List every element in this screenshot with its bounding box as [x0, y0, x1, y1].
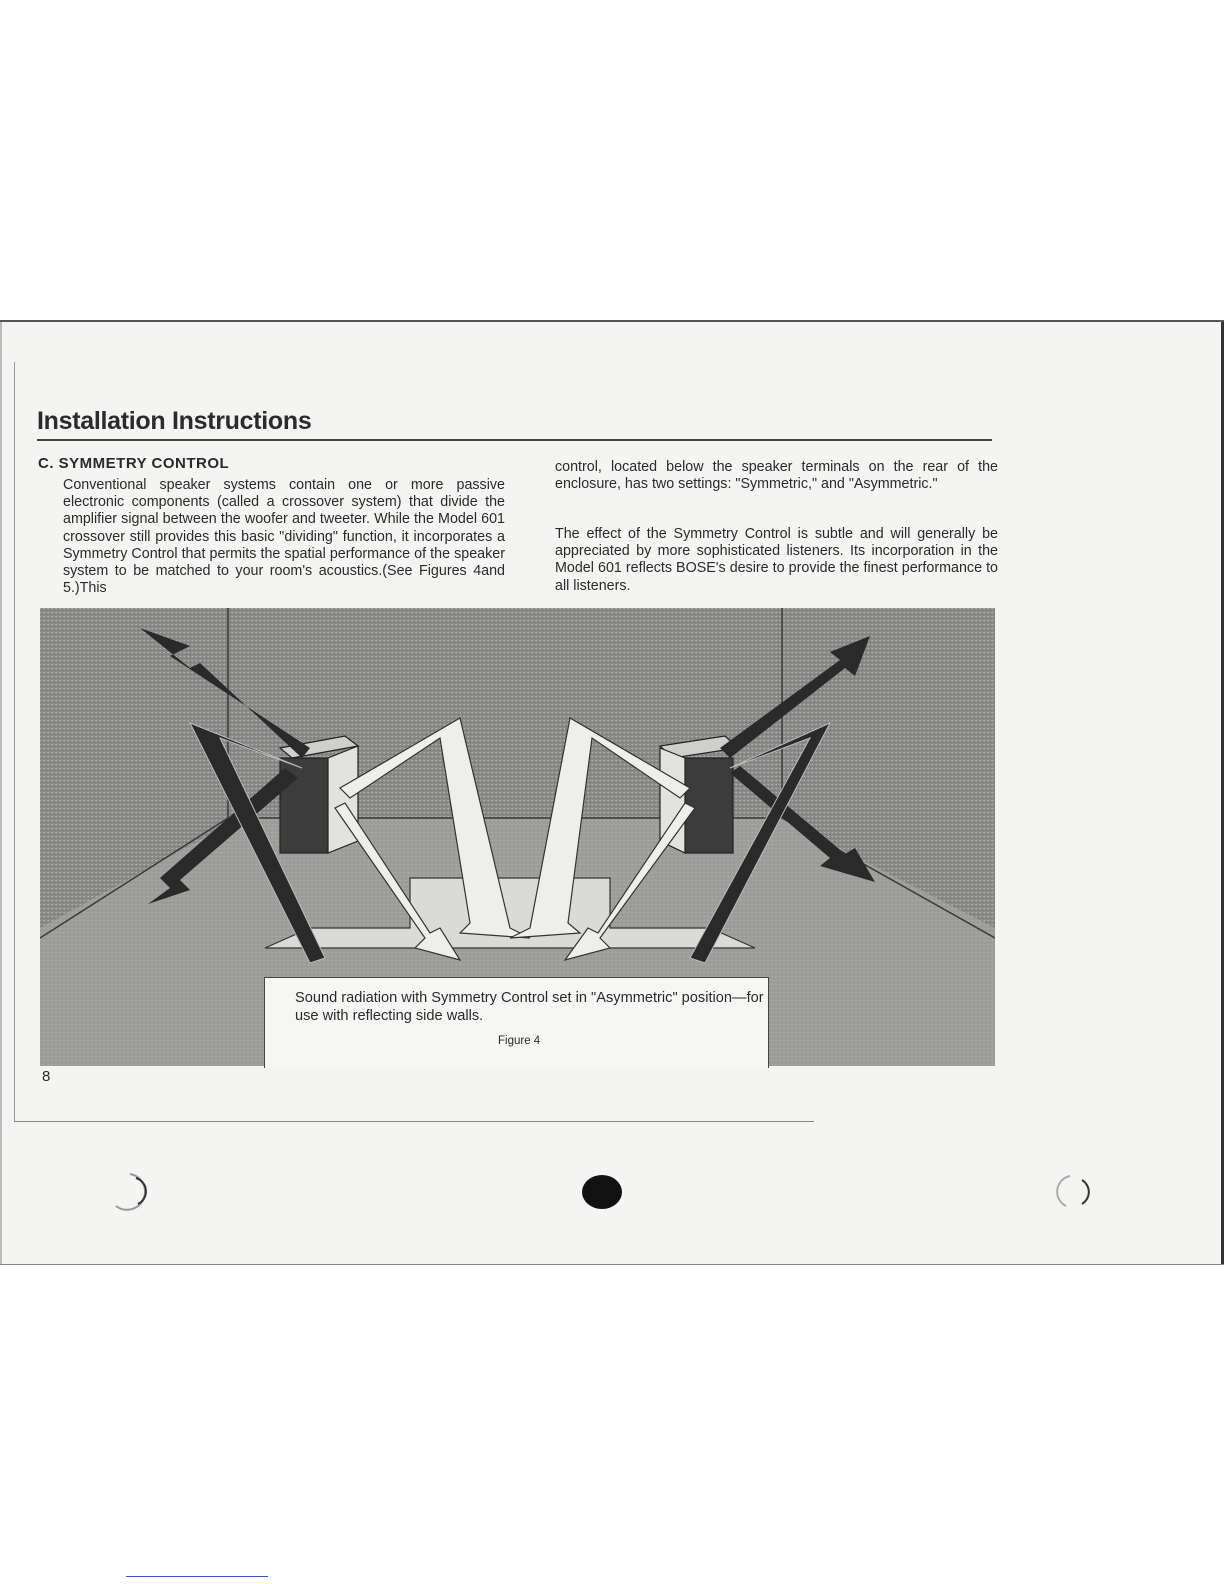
scanned-page — [0, 320, 1224, 1265]
page-left-edge — [0, 322, 2, 1264]
binder-hole-center — [580, 1172, 624, 1212]
page-number: 8 — [42, 1068, 51, 1085]
figure-caption: Sound radiation with Symmetry Control set in "Asymmetric" position—for use with reflecting side walls. — [295, 990, 764, 1024]
right-column-paragraph-2: The effect of the Symmetry Control is subtle and will generally be appreciated by more sophisticated listeners. Its incorporation in the Model 601 reflects BOSE's desire to provide the finest performance to all listeners. — [555, 526, 998, 594]
left-column-text: Conventional speaker systems contain one or more passive electronic components (called a crossover system) that divide the amplifier signal between the woofer and tweeter. While the Model 601 crossover still provides this basic "dividing" function, it incorporates a Symmetry Control that permits the spatial performance of the speaker system to be matched to your room's acoustics.(See Figures 4and 5.)This — [63, 477, 505, 597]
section-title: C. SYMMETRY CONTROL — [38, 455, 230, 472]
figure-label: Figure 4 — [498, 1035, 541, 1047]
margin-rule — [14, 362, 15, 1122]
caption-box — [264, 977, 769, 1068]
right-speaker-front — [685, 758, 733, 853]
heading-rule — [37, 439, 992, 441]
binder-hole-left — [108, 1170, 152, 1214]
right-column-paragraph-1: control, located below the speaker terminals on the rear of the enclosure, has two settings: "Symmetric," and "Asymmetric." — [555, 459, 998, 493]
page-heading: Installation Instructions — [37, 407, 312, 435]
bottom-rule — [14, 1121, 814, 1122]
binder-hole-right — [1052, 1170, 1096, 1214]
link-underline — [126, 1576, 268, 1577]
left-speaker-side — [328, 746, 358, 853]
